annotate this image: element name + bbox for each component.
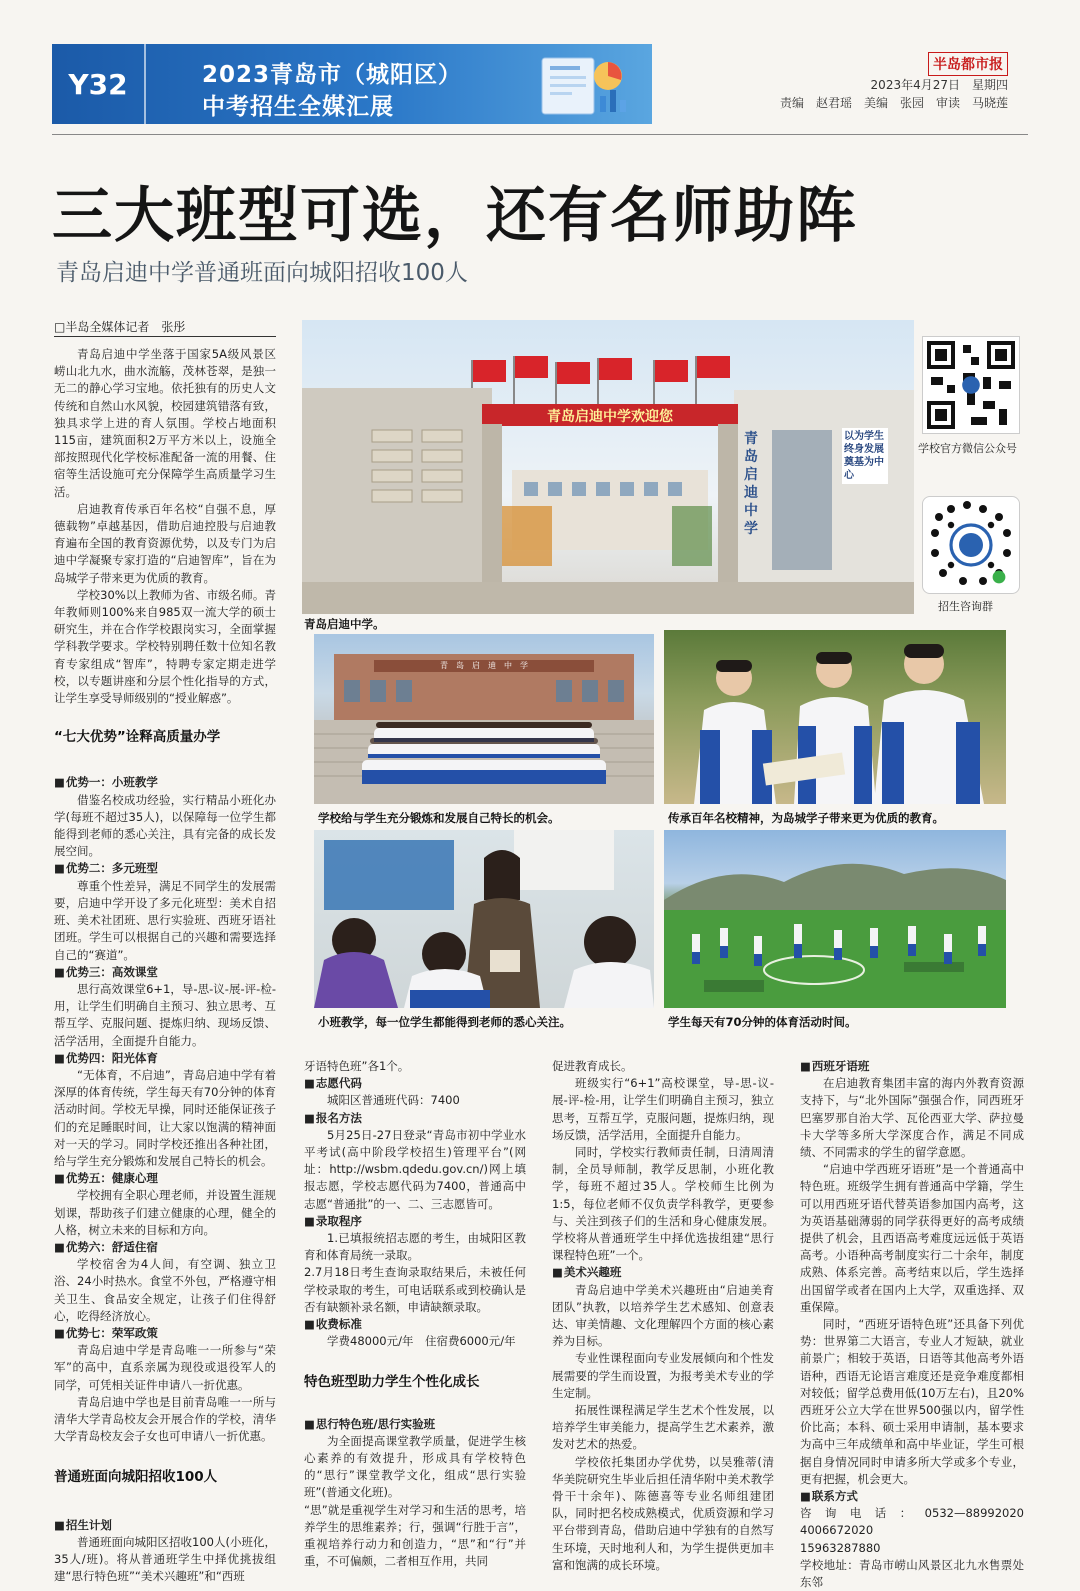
section-banner — [52, 44, 652, 124]
group-stairs-photo — [314, 634, 654, 804]
banner-title-line2: 中考招生全媒汇展 — [202, 94, 394, 120]
item-title: ■ 报名方法 — [304, 1110, 526, 1127]
column-2 — [304, 1058, 526, 1570]
paragraph: “启迪中学西班牙语班”是一个普通高中特色班。班级学生拥有普通高中学籍，学生可以用西班牙语代替英语参加国内高考，这为英语基础薄弱的同学获得更好的高考成绩提供了机会，且西语高考难度远远低于英语高考。小语种高考制度实行二十余年，制度成熟、体系完善。高考结束以后，学生选择出国留学或者在国内上大学，双重选择、双重保障。 — [800, 1162, 1024, 1314]
section-heading-advantages: “七大优势”诠释高质量办学 — [54, 729, 221, 746]
paragraph: 专业性课程面向专业发展倾向和个性发展需要的学生而设置，为报考美术专业的学生定制。 — [552, 1351, 774, 1400]
page-number: Y32 — [52, 44, 146, 124]
column-1 — [54, 346, 276, 1585]
photo-caption: 青岛启迪中学。 — [304, 617, 385, 631]
advantage-text: 青岛启迪中学是青岛唯一一所参与“荣军”的高中，直系亲属为现役或退役军人的同学，可凭相关证件申请八一折优惠。 — [54, 1343, 276, 1392]
gate-plaque-slogan: 以为学生终身发展奠基为中心 — [842, 428, 888, 484]
gate-banner-text: 青岛启迪中学欢迎您 — [547, 409, 673, 425]
date-line: 2023年4月27日 星期四 — [870, 78, 1008, 92]
advantage-title: ■ 优势五：健康心理 — [54, 1170, 276, 1187]
field-illustration — [664, 830, 1006, 1008]
item-title: ■ 志愿代码 — [304, 1075, 526, 1092]
classroom-illustration — [314, 830, 654, 1008]
header-divider — [52, 134, 1028, 135]
section-heading-enrollment: 普通班面向城阳招收100人 — [54, 1469, 218, 1486]
photo-caption: 学校给与学生充分锻炼和发展自己特长的机会。 — [318, 811, 560, 825]
phone-line: 咨询电话：0532—88992020 4006672020 — [800, 1506, 1036, 1538]
gate-illustration — [302, 320, 914, 614]
paragraph: 学校依托集团办学优势，以吴雅蒂(清华美院研究生毕业后担任清华附中美术教学骨干十余年)、陈德喜等专业名师组建团队，同时把名校成熟模式，优质资源和学习平台带到青岛，借助启迪中学独有的自然写生环境，天时地利人和，为学生提供更加丰富和饱满的成长环境。 — [552, 1454, 774, 1572]
wechat-official-qr-code — [922, 336, 1020, 434]
qr-code-icon — [923, 337, 1019, 433]
item-title: ■ 西班牙语班 — [800, 1058, 1024, 1075]
item-title: ■ 录取程序 — [304, 1213, 526, 1230]
address-line: 学校地址：青岛市崂山风景区北九水售票处东邻 — [800, 1557, 1024, 1590]
subheadline: 青岛启迪中学普通班面向城阳招收100人 — [56, 260, 468, 286]
paragraph: 同时，“西班牙语特色班”还具备下列优势：世界第二大语言，专业人才短缺，就业前景广；相较于英语，日语等其他高考外语语种，西语无论语言难度还是竞争难度都相对较低；留学总费用低(10万左右)，且20%西班牙公立大学在世界500强以内，留学性价比高；本科、硕士采用申请制，基本要求为高中三年成绩单和高中毕业证，学生可根据自身情况同时申请多所大学或多个专业，更有把握，机会更大。 — [800, 1317, 1024, 1486]
classroom-photo — [314, 830, 654, 1008]
advantage-text: 学校宿舍为4人间，有空调、独立卫浴、24小时热水。食堂不外包，严格遵守相关卫生、食品安全规定，让孩子们住得舒心，吃得经济放心。 — [54, 1257, 276, 1323]
section-heading-special-classes: 特色班型助力学生个性化成长 — [304, 1374, 480, 1391]
advantage-title: ■ 优势六：舒适住宿 — [54, 1239, 276, 1256]
gate-plaque-vertical: 青岛启迪中学 — [744, 431, 758, 537]
paragraph: 班级实行“6+1”高校课堂，导-思-议-展-评-检-用，让学生们明确自主预习，独立思考，互帮互学，克服问题，提炼归纳，现场反馈，活学活用，全面提升自能力。 — [552, 1076, 774, 1142]
paragraph: 同时，学校实行教师责任制，日清周清制，全员导师制，教学反思制，小班化教学，每班不超过35人。学校师生比例为1:5，每位老师不仅负责学科教学，更要参与、关注到孩子们的生活和身心健康发展。学校将从普通班学生中择优选拔组建“思行课程特色班”一个。 — [552, 1145, 774, 1263]
item-title: ■ 美术兴趣班 — [552, 1264, 774, 1281]
continued-text: 牙语特色班”各1个。 — [304, 1059, 410, 1073]
intro-paragraph: 青岛启迪中学坐落于国家5A级风景区崂山北九水，曲水流觞，茂林苍翠，是独一无二的静心学习宝地。依托独有的历史人文传统和自然山水风貌，校园建筑错落有致，独具求学上进的育人氛围。学校占地面积115亩，建筑面积2万平方米以上，设施全部按照现代化学校标准配备一流的用餐、住宿等生活设施可充分保障学生高质量学习生活。 — [54, 347, 276, 499]
photo-caption: 传承百年名校精神，为岛城学子带来更为优质的教育。 — [668, 811, 944, 825]
students-illustration — [664, 630, 1006, 804]
item-text: 学费48000元/年 住宿费6000元/年 — [327, 1334, 516, 1349]
column-3 — [552, 1058, 774, 1574]
banner-title-line1: 2023青岛市（城阳区） — [202, 62, 463, 88]
headline: 三大班型可选，还有名师助阵 — [52, 181, 858, 251]
consultation-group-qr-code — [922, 496, 1020, 594]
tsinghua-paragraph: 青岛启迪中学也是目前青岛唯一一所与清华大学青岛校友会开展合作的学校，清华大学青岛校友会子女也可申请八一折优惠。 — [54, 1394, 276, 1444]
school-gate-photo — [302, 320, 914, 614]
advantage-title: ■ 优势四：阳光体育 — [54, 1050, 276, 1067]
byline: □半岛全媒体记者 张彤 — [54, 320, 186, 334]
newspaper-logo: 半岛都市报 — [928, 52, 1008, 76]
continued-text: 促进教育成长。 — [552, 1059, 633, 1073]
item-title: ■ 联系方式 — [800, 1488, 1024, 1505]
advantage-title: ■ 优势七：荣军政策 — [54, 1325, 276, 1342]
advantage-text: 学校拥有全职心理老师，并设置生涯规划课，帮助孩子们建立健康的心理，健全的人格，树立未来的目标和方向。 — [54, 1188, 276, 1237]
phone-line: 15963287880 — [800, 1540, 881, 1555]
item-text: 为全面提高课堂教学质量，促进学生核心素养的有效提升，形成具有学校特色的“思行”课堂教学文化，组成“思行实验班”(普通文化班)。 “思”就是重视学生对学习和生活的思考，培养学生的思维素养；行，强调“行胜于言”，重视培养行动力和创造力，“思”和“行”并重，不可偏颇，二者相互作用，共同 — [304, 1433, 526, 1569]
paragraph: 青岛启迪中学美术兴趣班由“启迪美育团队”执教，以培养学生艺术感知、创意表达、审美情趣、文化理解四个方面的核心素养为目标。 — [552, 1282, 774, 1349]
photo-caption: 小班教学，每一位学生都能得到老师的悉心关注。 — [318, 1015, 571, 1029]
item-text: 1.已填报统招志愿的考生，由城阳区教育和体育局统一录取。 2.7月18日考生查询录取结果后，未被任何学校录取的考生，可电话联系或到校确认是否有缺额补录名额，申请缺额录取。 — [304, 1231, 526, 1314]
editors-line: 责编 赵君瑶 美编 张园 审读 马晓莲 — [779, 96, 1008, 110]
byline-underline — [54, 336, 276, 337]
sports-field-photo — [664, 830, 1006, 1008]
advantage-text: 尊重个性差异，满足不同学生的发展需要，启迪中学开设了多元化班型：美术自招班、美术社团班、思行实验班、西班牙语社团班。学生可以根据自己的兴趣和需要选择自己的“赛道”。 — [54, 878, 276, 962]
column-4 — [800, 1058, 1036, 1591]
photo-caption: 学生每天有70分钟的体育活动时间。 — [668, 1015, 857, 1029]
qr-label: 招生咨询群 — [938, 600, 993, 613]
intro-paragraph: 学校30%以上教师为省、市级名师。青年教师则100%来自985双一流大学的硕士研究生，并在合作学校跟岗实习，全面掌握学科教学要求。学校特别聘任数十位知名教育专家组成“智库”，特聘专家定期走进学校，以专题讲座和分层个性化指导的方式，让学生享受导师级别的“授业解惑”。 — [54, 587, 276, 706]
building-sign: 青 岛 启 迪 中 学 — [440, 661, 528, 670]
paragraph: 拓展性课程满足学生艺术个性发展，以培养学生审美能力，提高学生艺术素养，激发对艺术的热爱。 — [552, 1403, 774, 1452]
advantage-text: “无体育，不启迪”，青岛启迪中学有着深厚的体育传统，学生每天有70分钟的体育活动时间。学校无早操，同时还能保证孩子们的充足睡眠时间，让大家以饱满的精神面对一天的学习。同时学校还推出各种社团，给与学生充分锻炼和发展自己特长的机会。 — [54, 1067, 276, 1168]
qr-label: 学校官方微信公众号 — [918, 442, 1017, 455]
students-reading-photo — [664, 630, 1006, 804]
plan-text: 普通班面向城阳区招收100人(小班化，35人/班)。将从普通班学生中择优挑拔组建“思行特色班”“美术兴趣班”和“西班 — [54, 1534, 276, 1584]
item-text: 城阳区普通班代码：7400 — [327, 1093, 460, 1108]
paragraph: 在启迪教育集团丰富的海内外教育资源支持下，与“北外国际”强强合作，同西班牙巴塞罗那自治大学、瓦伦西亚大学、萨拉曼卡大学等多所大学深度合作，满足不同成绩、不同需求的学生的留学意愿。 — [800, 1076, 1024, 1160]
item-title: ■ 收费标准 — [304, 1316, 526, 1333]
advantage-text: 借鉴名校成功经验，实行精品小班化办学(每班不超过35人)，以保障每一位学生都能得到老师的悉心关注，具有完备的成长发展空间。 — [54, 792, 276, 859]
document-chart-icon — [522, 52, 642, 118]
item-text: 5月25日-27日登录“青岛市初中学业水平考试(高中阶段学校招生)管理平台”(网址：http://wsbm.qdedu.gov.cn/)网上填报志愿，学校志愿代码为7400，普通高中志愿“普通批”的一、二、三志愿皆可。 — [304, 1127, 526, 1211]
advantage-title: ■ 优势一：小班教学 — [54, 774, 276, 791]
intro-paragraph: 启迪教育传承百年名校“自强不息，厚德载物”卓越基因，借助启迪控股与启迪教育遍布全国的教育资源优势，以及专门为启迪中学凝聚专家打造的“启迪智库”，旨在为岛城学子带来更为优质的教育。 — [54, 501, 276, 585]
qr-code-icon — [923, 497, 1019, 593]
advantage-text: 思行高效课堂6+1，导-思-议-展-评-检-用，让学生们明确自主预习、独立思考、互帮互学、克服问题、提炼归纳、现场反馈、活学活用，全面提升自能力。 — [54, 981, 276, 1048]
advantage-title: ■ 优势三：高效课堂 — [54, 964, 276, 981]
item-title: ■ 思行特色班/思行实验班 — [304, 1416, 526, 1433]
advantage-title: ■ 优势二：多元班型 — [54, 860, 276, 877]
plan-title: ■ 招生计划 — [54, 1517, 276, 1534]
